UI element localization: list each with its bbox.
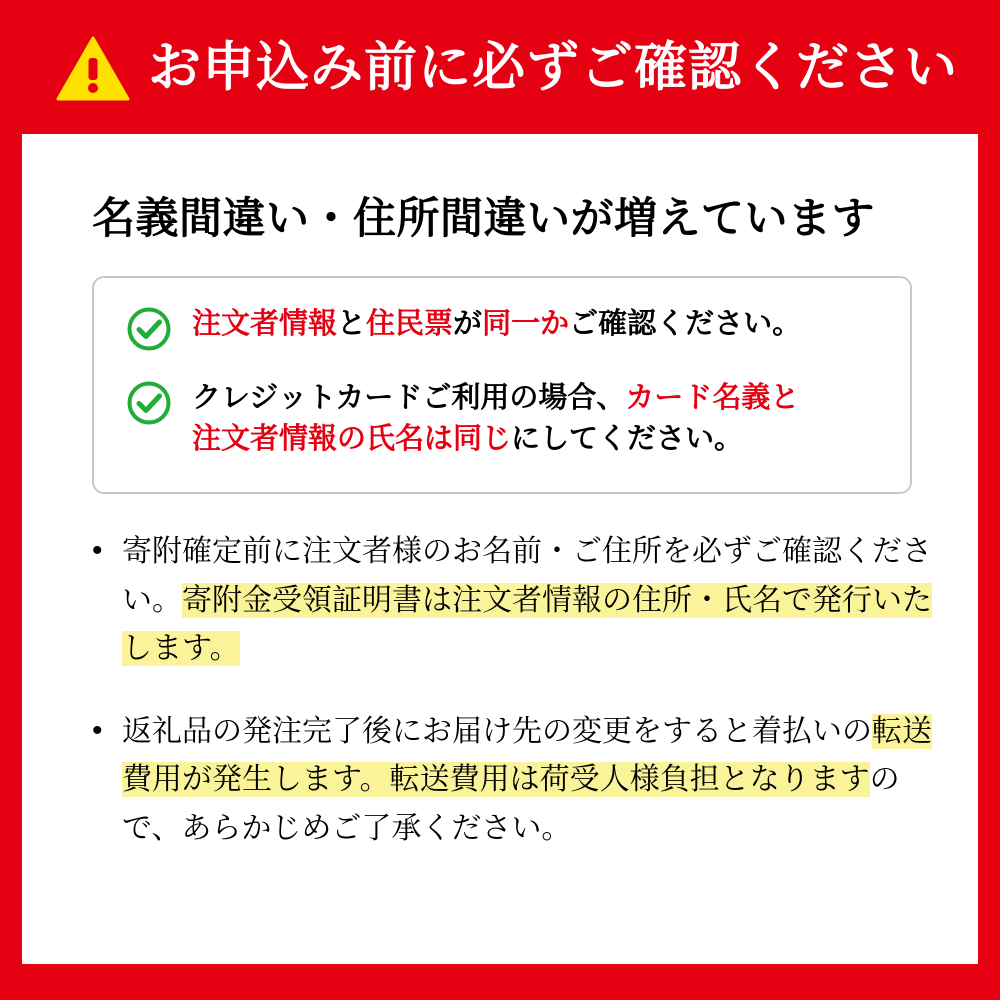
checklist-item-text	[192, 378, 799, 460]
checklist-1-seg-0: 注文者情報	[192, 307, 338, 340]
list-item	[92, 528, 932, 674]
checklist-item	[126, 378, 882, 460]
list-item	[92, 708, 932, 854]
notes-list	[92, 528, 932, 854]
note-1-seg-1-highlight: 寄附金受領証明書は注文者情報の住所・氏名で発行いたします。	[122, 583, 932, 666]
checklist-1-seg-3: が	[453, 307, 483, 340]
checklist-1-seg-4: 同一か	[482, 307, 570, 340]
note-2-seg-0: 返礼品の発注完了後にお届け先の変更をすると着払いの	[122, 714, 872, 748]
checklist-2-seg-3: 注文者情報の氏名は同じ	[192, 422, 512, 455]
checklist-item	[126, 304, 882, 352]
warning-triangle-icon	[56, 36, 130, 102]
checklist-1-seg-5: ご確認ください。	[569, 307, 802, 340]
checklist-2-seg-0: クレジットカードご利用の場合、	[192, 381, 626, 414]
checklist-item-text	[192, 304, 801, 345]
list-item-text	[122, 708, 932, 854]
note-2-seg-2: ので、あらかじめご了承ください。	[122, 763, 900, 845]
notice-card	[22, 134, 978, 964]
check-circle-icon	[126, 380, 172, 426]
note-1-seg-0: 寄附確定前に注文者様のお名前・ご住所を必ずご確認ください。	[122, 534, 932, 617]
banner-title: お申込み前に必ずご確認ください	[148, 37, 958, 97]
bullet-marker: •	[92, 533, 103, 567]
checklist-panel	[92, 276, 912, 494]
note-2-seg-1-highlight: 転送費用が発生します。転送費用は荷受人様負担となります	[122, 714, 932, 797]
checklist-2-seg-1: カード名義と	[625, 381, 800, 414]
warning-banner	[0, 0, 1000, 134]
list-item-text	[122, 528, 932, 674]
checklist-1-seg-2: 住民票	[366, 307, 454, 340]
card-heading: 名義間違い・住所間違いが増えています	[92, 195, 875, 243]
bullet-marker: •	[92, 713, 103, 747]
check-circle-icon	[126, 306, 172, 352]
checklist-2-seg-4: にしてください。	[511, 422, 744, 455]
checklist-1-seg-1: と	[337, 307, 367, 340]
